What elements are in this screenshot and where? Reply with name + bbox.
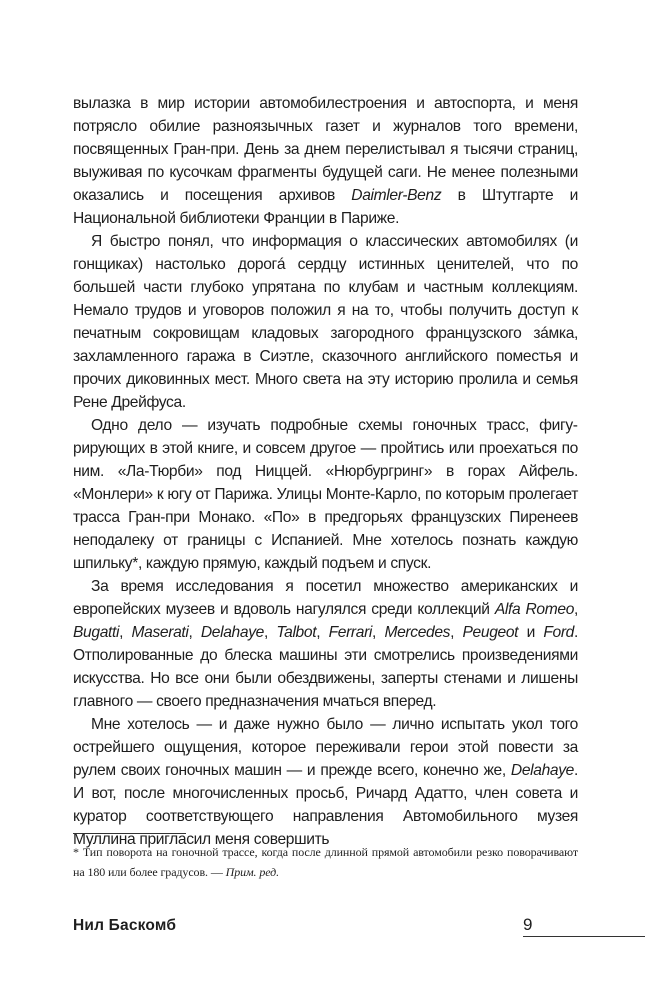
paragraph-text: , [188, 624, 201, 641]
paragraph-italic: Peugeot [462, 624, 519, 641]
paragraph-italic: Delahaye [200, 624, 264, 641]
paragraph [73, 230, 578, 414]
paragraph-italic: Delahaye [510, 762, 575, 779]
main-text [73, 92, 578, 851]
paragraph-text: и [518, 624, 544, 641]
paragraph-text: . Отполированные до блеска машины эти смотрелись произведениями искусства. Но все они были обездвижены, заперты стенами и лишены главного — своего предназначения мчаться вперед. [73, 624, 578, 710]
paragraph [73, 575, 578, 713]
paragraph-text: , [450, 624, 463, 641]
paragraph-italic: Talbot [276, 624, 317, 641]
paragraph-text: в Штутгарте и Национальной библиотеки Франции в Париже. [73, 187, 578, 227]
paragraph-text: , [574, 601, 579, 618]
paragraph-italic: Ford [543, 624, 575, 641]
paragraph-italic: Alfa Romeo [494, 601, 575, 618]
paragraph [73, 92, 578, 230]
paragraph [73, 414, 578, 575]
footer-author: Нил Баскомб [73, 917, 177, 934]
page-number: 9 [523, 915, 533, 934]
paragraph-text: , [316, 624, 329, 641]
paragraph-italic: Ferrari [328, 624, 373, 641]
paragraph-italic: Bugatti [73, 624, 120, 641]
paragraph-italic: Daimler-Benz [351, 187, 442, 204]
paragraph-text: Я быстро понял, что информация о классических автомобилях (и гонщиках) настолько дорогá сердцу истинных ценителей, что по большей части глубоко упрятана по клубам и частным коллекциям. Немало трудов и уговоров положил я на то, чтобы получить доступ к печатным сокровищам кладовых загородного французского зáмка, захламленного гаража в Сиэтле, сказочного английского поместья и прочих диковинных мест. Много света на эту историю пролила и семья Рене Дрейфуса. [73, 233, 578, 411]
footnote-italic: Прим. ред. [225, 865, 280, 879]
footnote-text: * Тип поворота на гоночной трассе, когда после длинной прямой автомобили резко поворачивают на 180 или более градусов. — [73, 845, 578, 879]
footnote-divider [73, 833, 186, 834]
paragraph-text: , [263, 624, 277, 641]
footnote [73, 842, 578, 882]
paragraph [73, 713, 578, 851]
paragraph-text: Одно дело — изучать подробные схемы гоночных трасс, фигурирующих в этой книге, и совсем другое — пройтись или проехаться по ним. «Ла-Тюрби» под Ниццей. «Нюрбургринг» в горах Айфель. «Монлери» к югу от Парижа. Улицы Монте-Карло, по которым пролегает трасса Гран-при Монако. «По» в предгорьях французских Пиренеев неподалеку от границы с Испанией. Мне хотелось познать каждую шпильку*, каждую прямую, каждый подъем и спуск. [73, 417, 578, 572]
paragraph-text: вылазка в мир истории автомобилестроения и автоспорта, и меня потрясло обилие разноязычных газет и журналов того времени, посвященных Гран-при. День за днем перелистывал я тысячи страниц, выуживая по кусочкам фрагменты будущей саги. Не менее полезными оказались и посещения архивов [73, 95, 578, 204]
paragraph-italic: Mercedes [384, 624, 451, 641]
paragraph-text: , [119, 624, 132, 641]
paragraph-text: За время исследования я посетил множество американских и европейских музеев и вдоволь нагулялся среди коллекций [73, 578, 578, 618]
paragraph-text: Мне хотелось — и даже нужно было — лично испытать укол того острейшего ощущения, которое переживали герои этой повести за рулем своих гоночных машин — и прежде всего, конечно же, [73, 716, 578, 779]
paragraph-text: , [372, 624, 385, 641]
paragraph-text: . И вот, после многочисленных просьб, Ричард Адатто, член совета и куратор соответствующего направления Автомобильного музея Муллина пригласил меня совершить [73, 762, 578, 848]
paragraph-italic: Maserati [131, 624, 189, 641]
footer-rule [523, 936, 645, 937]
